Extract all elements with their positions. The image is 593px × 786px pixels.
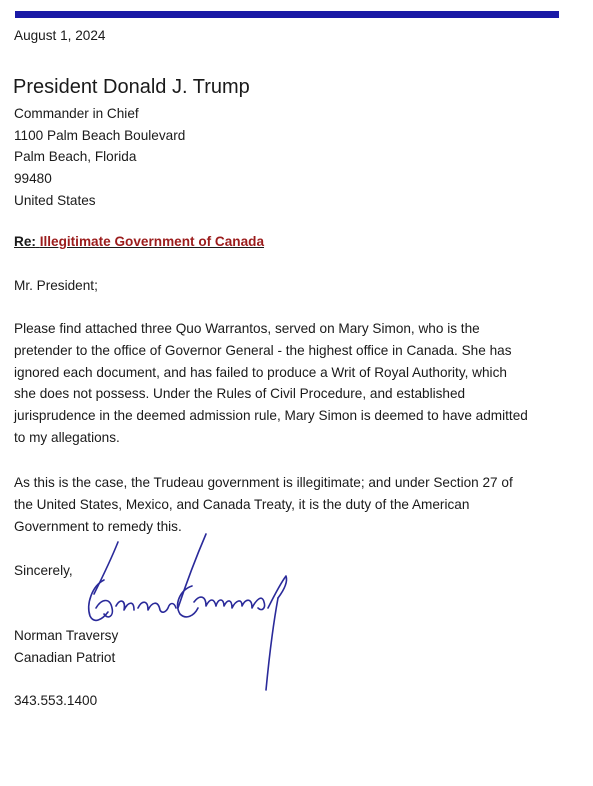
address-line: 1100 Palm Beach Boulevard [14, 127, 186, 143]
paragraph-line: jurisprudence in the deemed admission rule, Mary Simon is deemed to have admitted [14, 408, 528, 424]
top-rule-bar [15, 11, 559, 18]
sender-name: Norman Traversy [14, 628, 119, 643]
recipient-address [14, 103, 185, 212]
paragraph-line: ignored each document, and has failed to produce a Writ of Royal Authority, which [14, 364, 507, 380]
paragraph-line: Government to remedy this. [14, 518, 182, 534]
subject-line [14, 231, 264, 253]
salutation: Mr. President; [14, 278, 98, 293]
subject-text: Illegitimate Government of Canada [39, 234, 265, 249]
paragraph-line: Please find attached three Quo Warrantos, served on Mary Simon, who is the [14, 321, 480, 336]
sender-title: Canadian Patriot [14, 650, 116, 665]
sender-phone: 343.553.1400 [14, 693, 98, 708]
address-line: Palm Beach, Florida [14, 149, 137, 165]
paragraph-line: pretender to the office of Governor General - the highest office in Canada. She has [14, 342, 512, 358]
recipient-name: President Donald J. Trump [13, 76, 250, 98]
closing: Sincerely, [14, 563, 73, 578]
letter-date: August 1, 2024 [14, 28, 106, 43]
paragraph-line: to my allegations. [14, 429, 120, 445]
paragraph-line: the United States, Mexico, and Canada Treaty, it is the duty of the American [14, 496, 470, 512]
body-paragraph-1 [14, 318, 574, 449]
address-line: Commander in Chief [14, 106, 139, 121]
address-line: 99480 [14, 171, 52, 187]
paragraph-line: she does not possess. Under the Rules of Civil Procedure, and established [14, 386, 466, 402]
paragraph-line: As this is the case, the Trudeau government is illegitimate; and under Section 27 of [14, 475, 513, 490]
handwritten-signature [82, 528, 302, 696]
subject-prefix: Re: [14, 234, 36, 249]
address-line: United States [14, 192, 96, 208]
